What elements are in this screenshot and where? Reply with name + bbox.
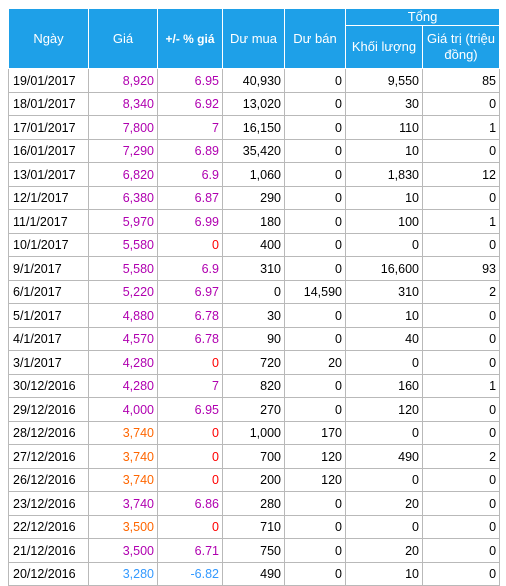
cell-volume: 30 [346, 93, 423, 116]
cell-sell-surplus: 120 [285, 469, 346, 492]
cell-volume: 10 [346, 563, 423, 586]
cell-volume: 0 [346, 469, 423, 492]
cell-value: 0 [423, 140, 500, 163]
cell-buy-surplus: 35,420 [223, 140, 285, 163]
cell-change-pct: 0 [158, 445, 223, 469]
cell-volume: 10 [346, 187, 423, 210]
cell-date: 21/12/2016 [9, 539, 89, 563]
cell-price: 5,580 [89, 234, 158, 257]
cell-price: 6,820 [89, 163, 158, 187]
cell-volume: 120 [346, 398, 423, 422]
cell-change-pct: 6.89 [158, 140, 223, 163]
table-row [9, 234, 500, 257]
cell-date: 9/1/2017 [9, 257, 89, 281]
cell-change-pct: 0 [158, 422, 223, 445]
cell-change-pct: 0 [158, 351, 223, 375]
cell-change-pct: 6.71 [158, 539, 223, 563]
cell-volume: 1,830 [346, 163, 423, 187]
cell-price: 5,970 [89, 210, 158, 234]
cell-price: 3,280 [89, 563, 158, 586]
cell-change-pct: 0 [158, 234, 223, 257]
cell-sell-surplus: 0 [285, 234, 346, 257]
cell-value: 0 [423, 492, 500, 516]
cell-value: 0 [423, 398, 500, 422]
cell-buy-surplus: 0 [223, 281, 285, 304]
cell-volume: 310 [346, 281, 423, 304]
table-row [9, 539, 500, 563]
cell-value: 2 [423, 281, 500, 304]
cell-volume: 0 [346, 351, 423, 375]
table-row [9, 281, 500, 304]
cell-price: 4,000 [89, 398, 158, 422]
cell-value: 12 [423, 163, 500, 187]
cell-buy-surplus: 700 [223, 445, 285, 469]
cell-buy-surplus: 180 [223, 210, 285, 234]
table-row [9, 563, 500, 586]
cell-value: 0 [423, 328, 500, 351]
cell-buy-surplus: 750 [223, 539, 285, 563]
cell-price: 3,740 [89, 469, 158, 492]
cell-volume: 16,600 [346, 257, 423, 281]
cell-buy-surplus: 30 [223, 304, 285, 328]
cell-price: 3,740 [89, 422, 158, 445]
cell-price: 3,500 [89, 516, 158, 539]
cell-buy-surplus: 820 [223, 375, 285, 398]
cell-value: 0 [423, 469, 500, 492]
cell-value: 0 [423, 304, 500, 328]
header-value: Giá trị (triệu đồng) [423, 26, 500, 69]
table-row [9, 516, 500, 539]
cell-date: 13/01/2017 [9, 163, 89, 187]
header-date: Ngày [9, 9, 89, 69]
cell-date: 11/1/2017 [9, 210, 89, 234]
cell-date: 12/1/2017 [9, 187, 89, 210]
cell-volume: 0 [346, 422, 423, 445]
cell-volume: 0 [346, 516, 423, 539]
table-row [9, 140, 500, 163]
cell-buy-surplus: 200 [223, 469, 285, 492]
cell-date: 22/12/2016 [9, 516, 89, 539]
cell-buy-surplus: 13,020 [223, 93, 285, 116]
cell-volume: 40 [346, 328, 423, 351]
cell-date: 17/01/2017 [9, 116, 89, 140]
cell-price: 7,290 [89, 140, 158, 163]
cell-change-pct: 0 [158, 516, 223, 539]
cell-price: 8,920 [89, 69, 158, 93]
cell-value: 85 [423, 69, 500, 93]
cell-sell-surplus: 0 [285, 210, 346, 234]
cell-value: 93 [423, 257, 500, 281]
table-row [9, 492, 500, 516]
table-row [9, 69, 500, 93]
header-volume: Khối lượng [346, 26, 423, 69]
cell-sell-surplus: 0 [285, 398, 346, 422]
cell-volume: 160 [346, 375, 423, 398]
table-row [9, 398, 500, 422]
cell-value: 1 [423, 210, 500, 234]
cell-sell-surplus: 0 [285, 539, 346, 563]
table-row [9, 210, 500, 234]
cell-sell-surplus: 0 [285, 116, 346, 140]
cell-buy-surplus: 310 [223, 257, 285, 281]
cell-date: 20/12/2016 [9, 563, 89, 586]
cell-sell-surplus: 0 [285, 187, 346, 210]
table-body [9, 69, 500, 586]
cell-price: 4,880 [89, 304, 158, 328]
cell-volume: 110 [346, 116, 423, 140]
cell-volume: 20 [346, 492, 423, 516]
cell-buy-surplus: 280 [223, 492, 285, 516]
cell-change-pct: 6.95 [158, 398, 223, 422]
price-history-table [8, 8, 500, 586]
cell-buy-surplus: 1,060 [223, 163, 285, 187]
cell-value: 0 [423, 351, 500, 375]
cell-sell-surplus: 0 [285, 304, 346, 328]
cell-date: 27/12/2016 [9, 445, 89, 469]
table-row [9, 445, 500, 469]
cell-value: 0 [423, 539, 500, 563]
cell-price: 3,740 [89, 492, 158, 516]
cell-value: 0 [423, 234, 500, 257]
cell-date: 10/1/2017 [9, 234, 89, 257]
cell-sell-surplus: 14,590 [285, 281, 346, 304]
cell-value: 0 [423, 563, 500, 586]
cell-volume: 0 [346, 234, 423, 257]
cell-price: 5,220 [89, 281, 158, 304]
cell-volume: 9,550 [346, 69, 423, 93]
cell-sell-surplus: 0 [285, 257, 346, 281]
table-row [9, 187, 500, 210]
cell-date: 18/01/2017 [9, 93, 89, 116]
table-row [9, 257, 500, 281]
cell-sell-surplus: 0 [285, 563, 346, 586]
table-row [9, 93, 500, 116]
cell-price: 8,340 [89, 93, 158, 116]
cell-buy-surplus: 270 [223, 398, 285, 422]
cell-price: 3,740 [89, 445, 158, 469]
cell-value: 2 [423, 445, 500, 469]
cell-buy-surplus: 290 [223, 187, 285, 210]
cell-volume: 10 [346, 140, 423, 163]
cell-value: 1 [423, 116, 500, 140]
table-row [9, 116, 500, 140]
cell-change-pct: 6.87 [158, 187, 223, 210]
cell-price: 7,800 [89, 116, 158, 140]
cell-change-pct: 6.86 [158, 492, 223, 516]
table-row [9, 304, 500, 328]
header-total: Tổng [346, 9, 500, 26]
cell-date: 3/1/2017 [9, 351, 89, 375]
cell-price: 6,380 [89, 187, 158, 210]
cell-buy-surplus: 400 [223, 234, 285, 257]
table-header [9, 9, 500, 69]
cell-value: 0 [423, 516, 500, 539]
cell-sell-surplus: 170 [285, 422, 346, 445]
table-row [9, 328, 500, 351]
cell-volume: 490 [346, 445, 423, 469]
cell-change-pct: 6.97 [158, 281, 223, 304]
cell-date: 29/12/2016 [9, 398, 89, 422]
cell-sell-surplus: 0 [285, 328, 346, 351]
cell-change-pct: 6.92 [158, 93, 223, 116]
cell-date: 23/12/2016 [9, 492, 89, 516]
cell-date: 6/1/2017 [9, 281, 89, 304]
cell-change-pct: 6.9 [158, 163, 223, 187]
cell-sell-surplus: 120 [285, 445, 346, 469]
cell-price: 5,580 [89, 257, 158, 281]
cell-value: 1 [423, 375, 500, 398]
cell-buy-surplus: 90 [223, 328, 285, 351]
cell-volume: 100 [346, 210, 423, 234]
table-row [9, 469, 500, 492]
cell-buy-surplus: 1,000 [223, 422, 285, 445]
cell-date: 4/1/2017 [9, 328, 89, 351]
cell-change-pct: 6.9 [158, 257, 223, 281]
cell-buy-surplus: 16,150 [223, 116, 285, 140]
cell-sell-surplus: 20 [285, 351, 346, 375]
table-row [9, 375, 500, 398]
cell-value: 0 [423, 93, 500, 116]
header-change-pct: +/- % giá [158, 9, 223, 69]
cell-sell-surplus: 0 [285, 163, 346, 187]
cell-price: 4,280 [89, 351, 158, 375]
cell-price: 4,280 [89, 375, 158, 398]
cell-buy-surplus: 40,930 [223, 69, 285, 93]
cell-date: 28/12/2016 [9, 422, 89, 445]
table-row [9, 351, 500, 375]
cell-sell-surplus: 0 [285, 140, 346, 163]
cell-sell-surplus: 0 [285, 375, 346, 398]
cell-price: 3,500 [89, 539, 158, 563]
table-row [9, 163, 500, 187]
cell-buy-surplus: 710 [223, 516, 285, 539]
cell-change-pct: 6.95 [158, 69, 223, 93]
cell-change-pct: 6.78 [158, 304, 223, 328]
header-buy-surplus: Dư mua [223, 9, 285, 69]
cell-date: 5/1/2017 [9, 304, 89, 328]
cell-sell-surplus: 0 [285, 492, 346, 516]
cell-sell-surplus: 0 [285, 516, 346, 539]
cell-volume: 20 [346, 539, 423, 563]
cell-price: 4,570 [89, 328, 158, 351]
cell-buy-surplus: 720 [223, 351, 285, 375]
cell-change-pct: 6.99 [158, 210, 223, 234]
cell-date: 26/12/2016 [9, 469, 89, 492]
cell-value: 0 [423, 187, 500, 210]
cell-change-pct: 7 [158, 116, 223, 140]
cell-change-pct: -6.82 [158, 563, 223, 586]
cell-date: 19/01/2017 [9, 69, 89, 93]
header-price: Giá [89, 9, 158, 69]
cell-sell-surplus: 0 [285, 93, 346, 116]
cell-volume: 10 [346, 304, 423, 328]
cell-value: 0 [423, 422, 500, 445]
cell-change-pct: 0 [158, 469, 223, 492]
cell-change-pct: 7 [158, 375, 223, 398]
header-sell-surplus: Dư bán [285, 9, 346, 69]
cell-sell-surplus: 0 [285, 69, 346, 93]
cell-date: 16/01/2017 [9, 140, 89, 163]
price-history-table-container [8, 8, 499, 586]
cell-date: 30/12/2016 [9, 375, 89, 398]
cell-change-pct: 6.78 [158, 328, 223, 351]
table-row [9, 422, 500, 445]
cell-buy-surplus: 490 [223, 563, 285, 586]
